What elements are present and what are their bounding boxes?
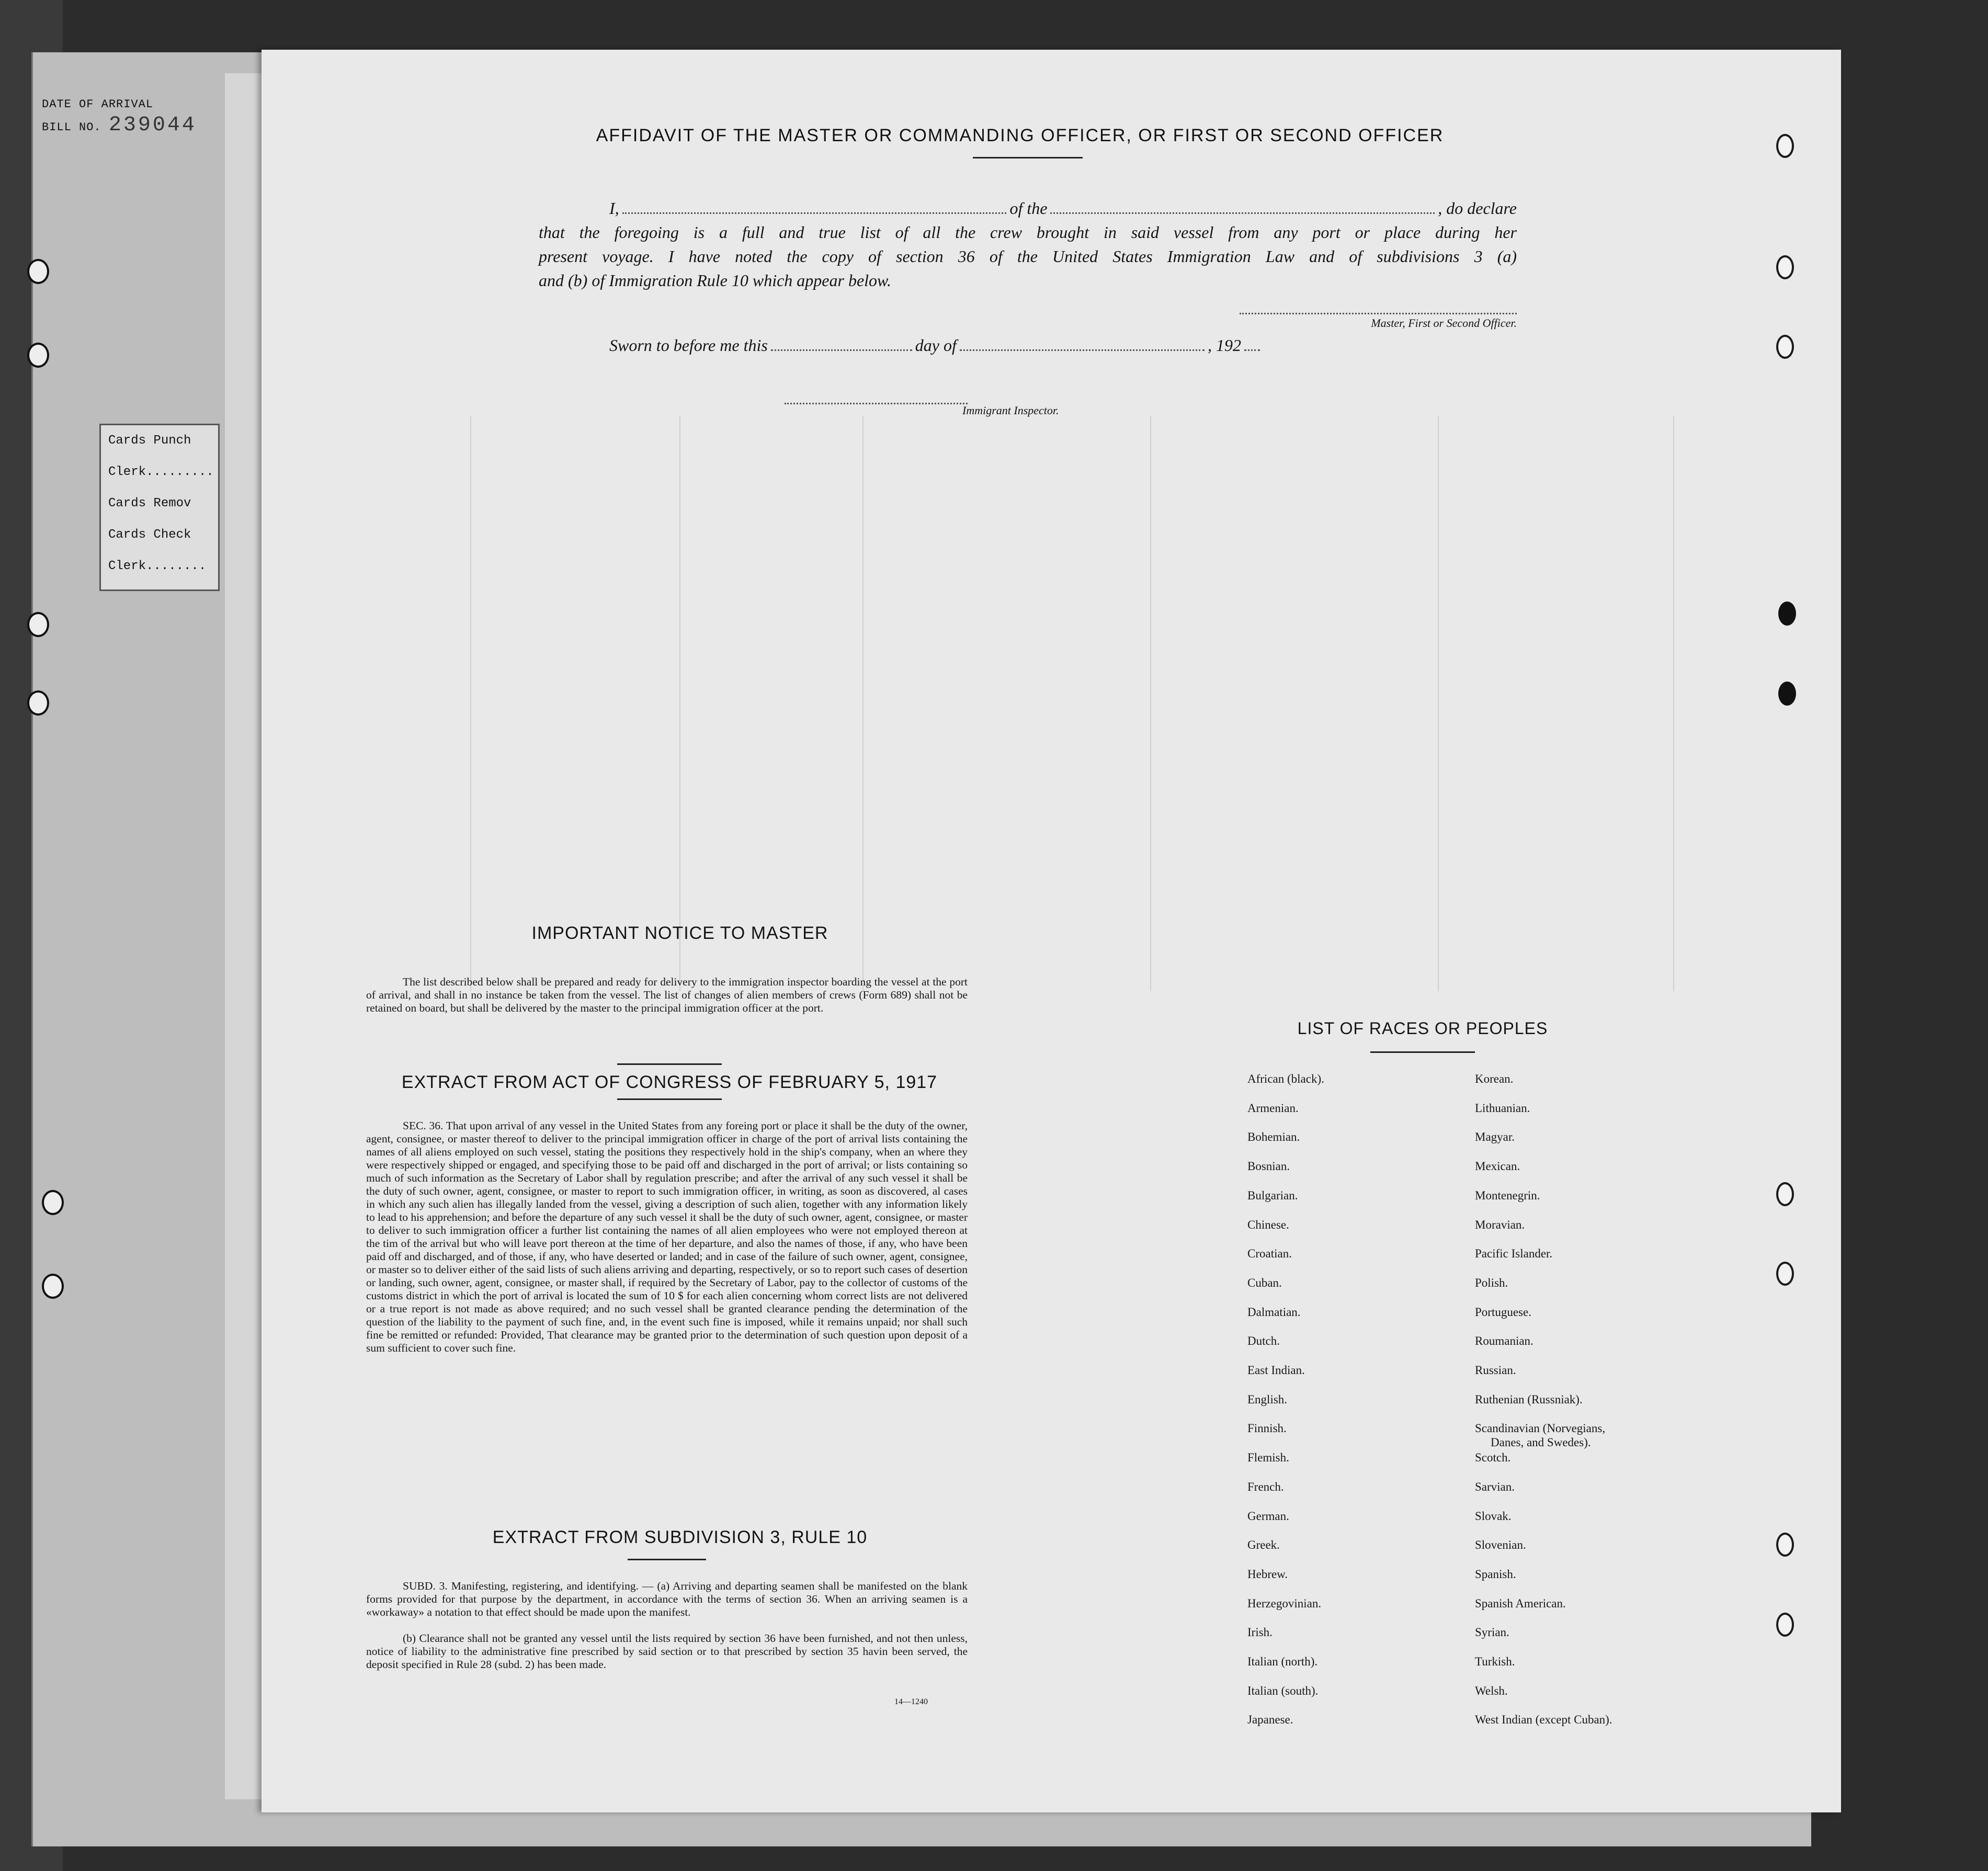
blank-day bbox=[771, 335, 912, 351]
race-item: Lithuanian. bbox=[1475, 1101, 1530, 1115]
decl-do-declare: , do declare bbox=[1438, 199, 1517, 218]
extract-act-title: EXTRACT FROM ACT OF CONGRESS OF FEBRUARY 5, 1917 bbox=[401, 1072, 938, 1092]
punch-hole bbox=[1776, 335, 1794, 359]
race-item: Bosnian. bbox=[1247, 1160, 1290, 1173]
stamp-bill-label: BILL NO. bbox=[42, 121, 101, 134]
form-number: 14—1240 bbox=[894, 1697, 928, 1706]
subdivision-b-text: (b) Clearance shall not be granted any vessel until the lists required by section 36 have been furnished, and not then unless, notice of liability to the administrative fine prescribed by said section or to that prescribed by section 35 havin been served, the deposit specified in Rule 28 (subd. 2) has been made. bbox=[366, 1632, 968, 1671]
subdivision-a-text: SUBD. 3. Manifesting, registering, and identifying. — (a) Arriving and departing seamen shall be manifested on the blank forms provided for that purpose by the department, in accordance with the terms of section 36. When an arriving seamen is a «workaway» a notation to that effect should be made upon the manifest. bbox=[366, 1580, 968, 1618]
race-item: Slovenian. bbox=[1475, 1538, 1526, 1552]
race-item: Korean. bbox=[1475, 1072, 1514, 1085]
decl-line: present voyage. I have noted the copy of section 36 of the United States Immigration Law and of subdivisions 3 (a) bbox=[539, 247, 1517, 266]
race-item: Hebrew. bbox=[1247, 1567, 1288, 1581]
cards-line: Clerk......... bbox=[108, 465, 214, 479]
race-item: Bulgarian. bbox=[1247, 1188, 1298, 1202]
sworn-text: Sworn to before me this bbox=[609, 336, 768, 355]
race-item: Pacific Islander. bbox=[1475, 1247, 1553, 1261]
section-rule bbox=[617, 1063, 722, 1065]
sworn-day-of: day of bbox=[915, 336, 957, 355]
race-item: Sarvian. bbox=[1475, 1480, 1515, 1493]
cards-line: Clerk........ bbox=[108, 559, 207, 573]
cards-line: Cards Remov bbox=[108, 496, 191, 511]
races-rule bbox=[1370, 1051, 1475, 1053]
race-item: Scotch. bbox=[1475, 1451, 1511, 1465]
declaration-text bbox=[539, 196, 1517, 292]
stamp-date-label: DATE OF ARRIVAL bbox=[42, 98, 154, 111]
race-item: Herzegovinian. bbox=[1247, 1596, 1322, 1610]
race-item: West Indian (except Cuban). bbox=[1475, 1713, 1612, 1727]
cards-stamp-box bbox=[99, 424, 220, 591]
race-item: Moravian. bbox=[1475, 1218, 1525, 1231]
sworn-year: , 192 bbox=[1208, 336, 1241, 355]
decl-i: I, bbox=[609, 199, 619, 218]
blank-vessel bbox=[1050, 198, 1435, 214]
punch-hole bbox=[1776, 1533, 1794, 1557]
punch-hole bbox=[1776, 134, 1794, 158]
race-item: Croatian. bbox=[1247, 1247, 1292, 1261]
punch-hole bbox=[1776, 255, 1794, 279]
race-item: English. bbox=[1247, 1392, 1288, 1406]
race-item: German. bbox=[1247, 1509, 1289, 1523]
race-item: Danes, and Swedes). bbox=[1491, 1436, 1591, 1449]
race-item: Polish. bbox=[1475, 1276, 1508, 1289]
section-rule bbox=[617, 1098, 722, 1100]
notice-text: The list described below shall be prepared and ready for delivery to the immigration inspector boarding the vessel at the port of arrival, and shall in no instance be taken from the vessel. The list of changes of alien members of crews (Form 689) shall not be retained on board, but shall be delivered by the master to the principal immigration officer at the port. bbox=[366, 976, 968, 1014]
punch-hole bbox=[1776, 1613, 1794, 1637]
blank-year bbox=[1244, 335, 1260, 351]
race-item: Roumanian. bbox=[1475, 1334, 1533, 1348]
race-item: Dutch. bbox=[1247, 1334, 1280, 1348]
inspector-signature-line bbox=[785, 403, 968, 404]
race-item: Japanese. bbox=[1247, 1713, 1293, 1727]
race-item: Flemish. bbox=[1247, 1451, 1289, 1465]
binder-hole bbox=[27, 343, 49, 368]
race-item: Russian. bbox=[1475, 1364, 1516, 1377]
punch-hole bbox=[1776, 1182, 1794, 1206]
blank-name bbox=[622, 198, 1007, 214]
race-item: Cuban. bbox=[1247, 1276, 1282, 1289]
punch-hole bbox=[1776, 1262, 1794, 1286]
race-item: Welsh. bbox=[1475, 1684, 1508, 1697]
race-item: Portuguese. bbox=[1475, 1305, 1531, 1319]
binder-hole bbox=[27, 612, 49, 637]
race-item: Syrian. bbox=[1475, 1626, 1509, 1639]
race-item: Montenegrin. bbox=[1475, 1188, 1540, 1202]
decl-line: that the foregoing is a full and true list of all the crew brought in said vessel from any port or place during her bbox=[539, 223, 1517, 242]
race-item: Turkish. bbox=[1475, 1655, 1515, 1668]
race-item: Scandinavian (Norvegians, bbox=[1475, 1422, 1606, 1435]
race-item: Magyar. bbox=[1475, 1130, 1515, 1144]
race-item: Armenian. bbox=[1247, 1101, 1299, 1115]
race-item: Finnish. bbox=[1247, 1422, 1287, 1435]
cards-line: Cards Check bbox=[108, 528, 191, 542]
signature-caption: Master, First or Second Officer. bbox=[1371, 316, 1517, 330]
binder-hole bbox=[27, 690, 49, 716]
punch-hole bbox=[1778, 682, 1796, 706]
inspector-caption: Immigrant Inspector. bbox=[962, 404, 1059, 417]
sworn-line bbox=[609, 335, 1263, 355]
race-item: French. bbox=[1247, 1480, 1284, 1493]
signature-line bbox=[1240, 313, 1517, 314]
section-36-text: SEC. 36. That upon arrival of any vessel in the United States from any foreing port or place it shall be the duty of the owner, agent, consignee, or master thereof to deliver to the principal immigration officer in charge of the port of arrival lists containing the names of all aliens employed on such vessel, stating the positions they respectively hold in the ship's company, when an where they were respectively shipped or engaged, and specifying those to be paid off and discharged in the port of arrival; or lists containing so much of such information as the Secretary of Labor shall by regulation prescribe; and after the arrival of any such vessel it shall be the duty of such owner, agent, consignee, or master to report to such immigration officer, in writing, as soon as discovered, al cases in which any such alien has illegally landed from the vessel, giving a description of such alien, together with any information likely to lead to his apprehension; and before the departure of any such vessel it shall be the duty of such owner, agent, consignee, or master to deliver to such immigration officer a further list containing the names of all alien employees who were not employed thereon at the tim of the arrival but who will leave port thereon at the time of her departure, and also the names of those, if any, who have been paid off and discharged, and of those, if any, who have deserted or landed; and in case of the failure of such owner, agent, consignee, or master so to deliver either of the said lists of such aliens arriving and departing, respectively, or so to report such cases of desertion or landing, such owner, agent, consignee, or master shall, if required by the Secretary of Labor, pay to the collector of customs of the customs district in which the port of arrival is located the sum of 10 $ for each alien concerning whom correct lists are not delivered or a true report is not made as above required; and no such vessel shall be granted clearance pending the determination of the question of the liability to the payment of such fine, and, in the event such fine is imposed, while it remains unpaid; nor shall such fine be remitted or refunded: Provided, That clearance may be granted prior to the determination of such question upon deposit of a sum sufficient to cover such fine. bbox=[366, 1119, 968, 1354]
race-item: Chinese. bbox=[1247, 1218, 1289, 1231]
title-rule bbox=[973, 157, 1083, 158]
binder-hole bbox=[42, 1190, 64, 1215]
punch-hole bbox=[1778, 602, 1796, 626]
race-item: Spanish American. bbox=[1475, 1596, 1566, 1610]
stamp-bill-number: 239044 bbox=[108, 114, 197, 137]
section-rule bbox=[628, 1559, 706, 1560]
extract-rule-title: EXTRACT FROM SUBDIVISION 3, RULE 10 bbox=[492, 1527, 868, 1547]
decl-of-the: of the bbox=[1009, 199, 1048, 218]
race-item: African (black). bbox=[1247, 1072, 1324, 1085]
cards-line: Cards Punch bbox=[108, 434, 191, 448]
decl-line: and (b) of Immigration Rule 10 which appear below. bbox=[539, 271, 891, 290]
race-item: Dalmatian. bbox=[1247, 1305, 1301, 1319]
race-item: Bohemian. bbox=[1247, 1130, 1300, 1144]
notice-title: IMPORTANT NOTICE TO MASTER bbox=[531, 923, 828, 943]
blank-month bbox=[960, 335, 1205, 351]
races-title: LIST OF RACES OR PEOPLES bbox=[1297, 1019, 1548, 1038]
affidavit-title: AFFIDAVIT OF THE MASTER OR COMMANDING OFFICER, OR FIRST OR SECOND OFFICER bbox=[596, 126, 1444, 145]
race-item: East Indian. bbox=[1247, 1364, 1305, 1377]
race-item: Ruthenian (Russniak). bbox=[1475, 1392, 1583, 1406]
binder-hole bbox=[42, 1274, 64, 1299]
race-item: Slovak. bbox=[1475, 1509, 1512, 1523]
arrival-stamp bbox=[42, 94, 220, 178]
race-item: Italian (south). bbox=[1247, 1684, 1319, 1697]
race-item: Spanish. bbox=[1475, 1567, 1516, 1581]
binder-hole bbox=[27, 259, 49, 284]
race-item: Italian (north). bbox=[1247, 1655, 1318, 1668]
race-item: Irish. bbox=[1247, 1626, 1273, 1639]
race-item: Mexican. bbox=[1475, 1160, 1520, 1173]
race-item: Greek. bbox=[1247, 1538, 1280, 1552]
